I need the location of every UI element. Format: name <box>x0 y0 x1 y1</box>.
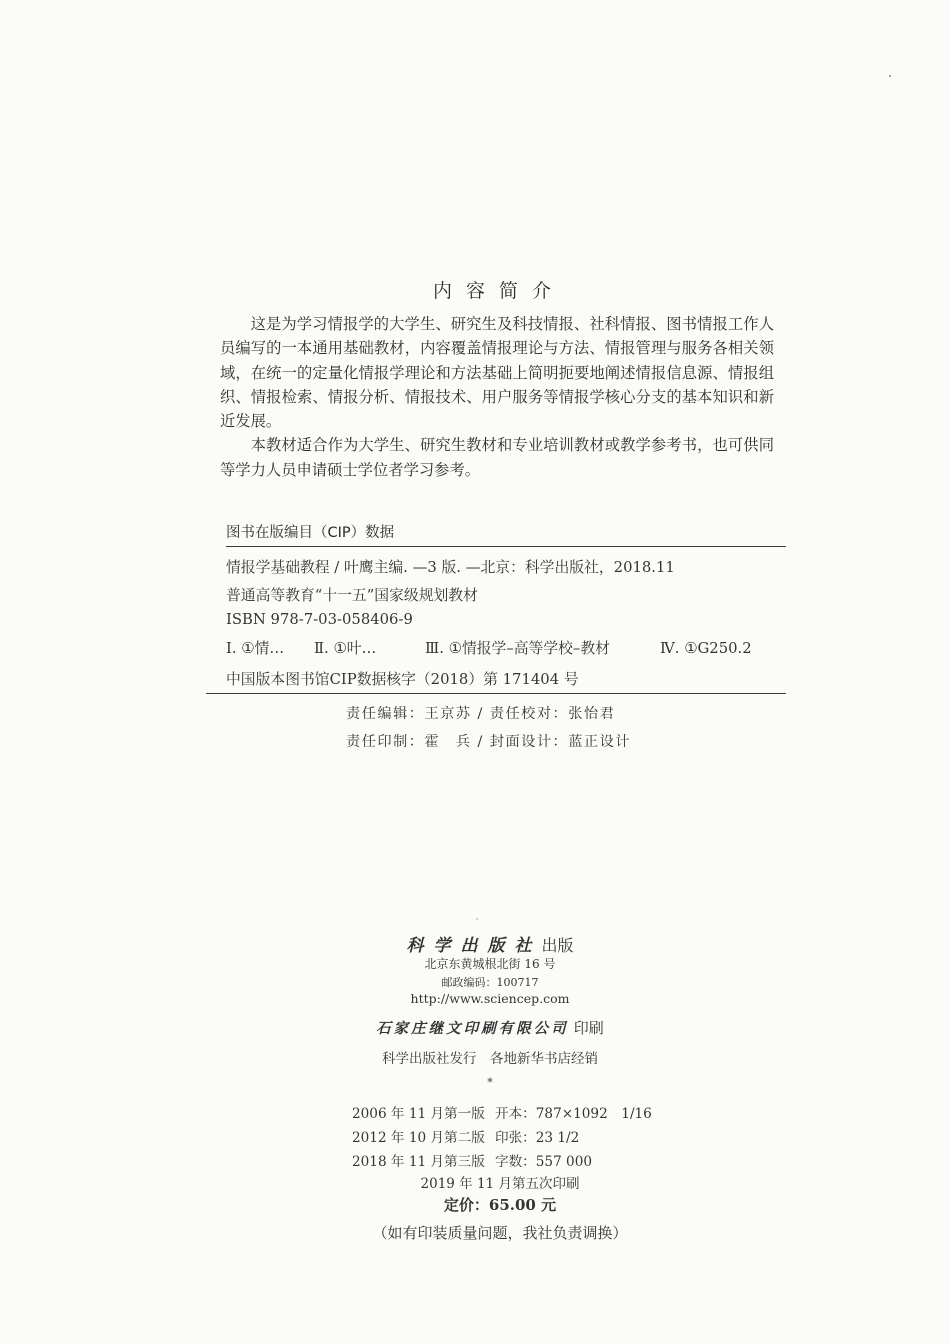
summary-paragraph-2: 本教材适合作为大学生、研究生教材和专业培训教材或教学参考书，也可供同等学力人员申请硕士学位者学习参考。 <box>220 436 774 479</box>
paper-speck <box>889 75 891 77</box>
cip-title: 图书在版编目（CIP）数据 <box>226 525 395 541</box>
cip-class-4: Ⅳ. ①G250.2 <box>660 640 752 657</box>
format-size: 开本：787×1092 1/16 <box>495 1106 652 1122</box>
publisher-suffix: 出版 <box>541 936 574 955</box>
paper-speck <box>476 918 478 920</box>
cip-class-2: Ⅱ. ①叶… <box>314 640 377 657</box>
separator-star: * <box>487 1076 493 1089</box>
cip-line-isbn: ISBN 978-7-03-058406-9 <box>226 611 413 628</box>
publisher-url: http://www.sciencep.com <box>410 991 570 1006</box>
cip-class-1: Ⅰ. ①情… <box>226 640 285 657</box>
staff-editors: 责任编辑：王京苏 / 责任校对：张怡君 <box>346 706 616 722</box>
publisher-address: 北京东黄城根北街 16 号 <box>424 957 556 971</box>
publisher-name: 科学出版社 <box>406 936 542 956</box>
edition-row-3 <box>352 1150 592 1170</box>
cip-line-title: 情报学基础教程 / 叶鹰主编. —3 版. —北京：科学出版社，2018.11 <box>226 559 675 576</box>
cip-line-number: 中国版本图书馆CIP数据核字（2018）第 171404 号 <box>226 671 579 688</box>
staff-production: 责任印制：霍 兵 / 封面设计：蓝正设计 <box>346 734 631 750</box>
cip-bottom-rule <box>206 693 786 694</box>
printer-name: 石家庄继文印刷有限公司 <box>376 1020 569 1037</box>
edition-row-2 <box>352 1126 579 1146</box>
printer-line <box>300 1017 680 1038</box>
summary-body <box>220 312 774 482</box>
printer-suffix: 印刷 <box>573 1019 604 1037</box>
cip-classification-row <box>226 637 752 658</box>
distribution-line: 科学出版社发行 各地新华书店经销 <box>382 1051 598 1067</box>
quality-note: （如有印装质量问题，我社负责调换） <box>372 1224 628 1242</box>
edition-second: 2012 年 10 月第二版 <box>352 1130 485 1146</box>
printing-info: 2019 年 11 月第五次印刷 <box>420 1176 580 1192</box>
summary-paragraph-1: 这是为学习情报学的大学生、研究生及科技情报、社科情报、图书情报工作人员编写的一本通用基础教材，内容覆盖情报理论与方法、情报管理与服务各相关领域，在统一的定量化情报学理论和方法基础上简明扼要地阐述情报信息源、情报组织、情报检索、情报分析、情报技术、用户服务等情报学核心分支的基本知识和新近发展。 <box>220 315 774 431</box>
publisher-line <box>300 931 680 956</box>
edition-row-1 <box>352 1102 652 1122</box>
summary-title: 内容简介 <box>432 280 565 302</box>
cip-line-series: 普通高等教育“十一五”国家级规划教材 <box>226 587 478 604</box>
publisher-postcode: 邮政编码：100717 <box>441 976 539 989</box>
cip-class-3: Ⅲ. ①情报学–高等学校–教材 <box>425 640 610 657</box>
edition-first: 2006 年 11 月第一版 <box>352 1106 485 1122</box>
word-count: 字数：557 000 <box>495 1154 592 1170</box>
edition-third: 2018 年 11 月第三版 <box>352 1154 485 1170</box>
print-sheets: 印张：23 1/2 <box>495 1130 580 1146</box>
price: 定价：65.00 元 <box>443 1196 557 1214</box>
cip-top-rule <box>226 546 786 547</box>
